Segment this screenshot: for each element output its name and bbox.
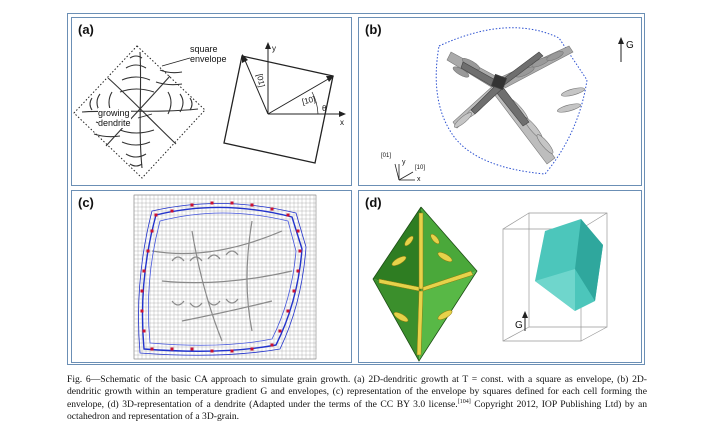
red-cell: [151, 230, 154, 233]
red-cell: [191, 348, 194, 351]
panel-c: [71, 190, 352, 363]
red-cell: [287, 214, 290, 217]
caption-reference: [104]: [457, 399, 471, 406]
panel-c-label: (c): [78, 195, 94, 210]
square-envelope-label: square envelope: [190, 44, 227, 64]
theta-label: θ: [322, 104, 327, 113]
red-cell: [155, 214, 158, 217]
red-cell: [279, 330, 282, 333]
red-cell: [141, 310, 144, 313]
panel-a-label: (a): [78, 22, 94, 37]
grain-3d: [535, 219, 603, 311]
panel-c-drawing: [72, 191, 352, 363]
red-cell: [143, 330, 146, 333]
panel-d: [358, 190, 642, 363]
red-cell: [299, 250, 302, 253]
red-cell: [141, 290, 144, 293]
growing-dendrite-label: growing dendrite: [98, 108, 131, 128]
red-cell: [211, 350, 214, 353]
y-axis-label: y: [272, 44, 276, 53]
x-axis-label: x: [417, 176, 421, 183]
red-cell: [147, 250, 150, 253]
dir-10-label: [10]: [415, 165, 426, 171]
red-cell: [231, 350, 234, 353]
figure-frame: [67, 13, 645, 365]
dir-01-label: [01]: [254, 73, 267, 88]
figure-caption: [67, 374, 647, 423]
caption-text-end: Copyright 2012, IOP Publishing Ltd) by an octahedron and representation of a 3D-grain.: [67, 399, 647, 422]
dir-10-arrow: [268, 78, 330, 114]
panel-d-drawing: [359, 191, 642, 363]
caption-text: Fig. 6—Schematic of the basic CA approach to simulate grain growth. (a) 2D-dendritic growth at T = const. with a square as envelope, (b) 2D-dendritic growth within an temperature gradient G and envelopes, (c) representation of the envelope by squares defined for each cell forming the envelope, (d) 3D-representation of a dendrite (Adapted under the terms of the CC BY 3.0 license.: [67, 374, 647, 411]
x-axis-label: x: [340, 118, 344, 127]
red-cell: [211, 202, 214, 205]
gravity-label: G: [515, 320, 523, 331]
red-cell: [251, 204, 254, 207]
red-cell: [251, 348, 254, 351]
red-cell: [271, 344, 274, 347]
panel-b: [358, 17, 642, 186]
red-cell: [293, 290, 296, 293]
red-cell: [191, 204, 194, 207]
panel-b-label: (b): [365, 22, 382, 37]
red-cell: [171, 348, 174, 351]
red-cell: [287, 310, 290, 313]
red-cell: [143, 270, 146, 273]
dir-01-label: [01]: [381, 153, 392, 159]
red-cell: [271, 208, 274, 211]
red-cell: [171, 210, 174, 213]
gravity-label: G: [626, 40, 634, 51]
panel-a: [71, 17, 352, 186]
panel-d-label: (d): [365, 195, 382, 210]
y-axis-label: y: [402, 159, 406, 166]
rotated-square: [224, 56, 333, 163]
red-cell: [231, 202, 234, 205]
red-cell: [297, 230, 300, 233]
dir-10-label: [10]: [301, 94, 317, 107]
red-cell: [297, 270, 300, 273]
red-cell: [151, 348, 154, 351]
